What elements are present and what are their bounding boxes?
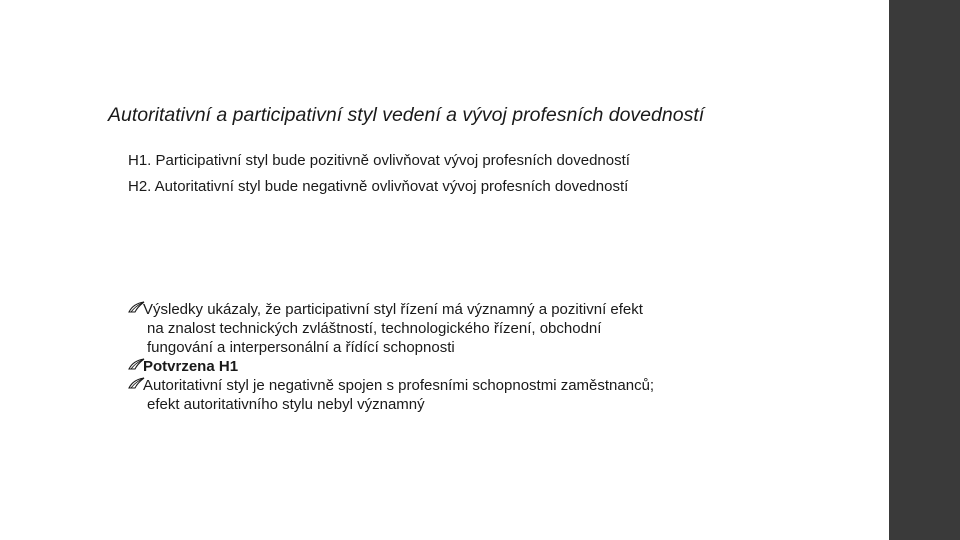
slide-title: Autoritativní a participativní styl vedení a vývoj profesních dovedností	[108, 104, 705, 126]
decorative-side-bar	[889, 0, 960, 540]
result-line: efekt autoritativního stylu nebyl významný	[147, 396, 425, 413]
wing-bullet-icon	[128, 300, 146, 319]
result-bullet-2	[128, 357, 808, 376]
wing-bullet-icon	[128, 357, 146, 376]
results-list	[128, 300, 808, 414]
result-bullet-1	[128, 300, 808, 357]
hypotheses-list	[128, 148, 630, 200]
result-confirmation: Potvrzena H1	[143, 358, 239, 375]
wing-bullet-icon	[128, 376, 146, 395]
result-line: na znalost technických zvláštností, technologického řízení, obchodní	[147, 320, 602, 337]
result-line: Výsledky ukázaly, že participativní styl řízení má významný a pozitivní efekt	[143, 301, 643, 318]
result-line: Autoritativní styl je negativně spojen s profesními schopnostmi zaměstnanců;	[143, 377, 655, 394]
hypothesis-h1: H1. Participativní styl bude pozitivně ovlivňovat vývoj profesních dovedností	[128, 152, 630, 169]
result-line: fungování a interpersonální a řídící schopnosti	[147, 339, 455, 356]
result-bullet-3	[128, 376, 808, 414]
hypothesis-h2: H2. Autoritativní styl bude negativně ovlivňovat vývoj profesních dovedností	[128, 178, 629, 195]
